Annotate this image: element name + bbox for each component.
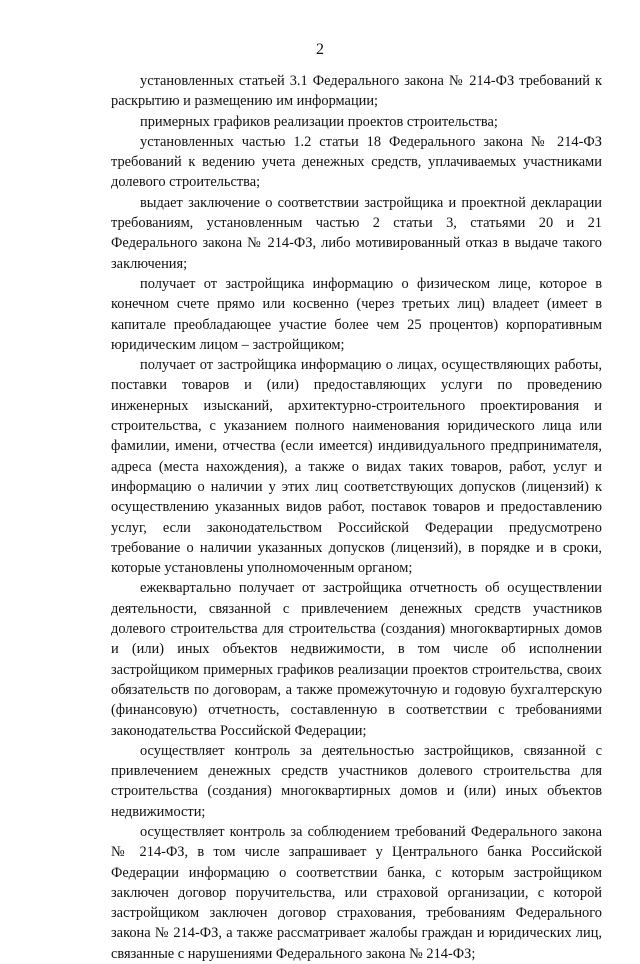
page-number: 2 xyxy=(316,41,324,58)
paragraph-quarterly-reporting: ежеквартально получает от застройщика отчетность об осуществлении деятельности, связанной с привлечением денежных средств участников долевого строительства для строительства (создания) многоквартирных домов и (или) иных объектов недвижимости, в том числе об исполнении застройщиком примерных графиков реализации проектов строительства, своих обязательств по договорам, а также промежуточную и годовую бухгалтерскую (финансовую) отчетность, составленную в соответствии с требованиями законодательства Российской Федерации; xyxy=(111,580,602,739)
paragraph-accounting-requirements: установленных частью 1.2 статьи 18 Федерального закона № 214-ФЗ требований к ведению учета денежных средств, уплачиваемых участниками долевого строительства; xyxy=(111,133,602,191)
paragraph-activity-control: осуществляет контроль за деятельностью застройщиков, связанной с привлечением денежных средств участников долевого строительства для строительства (создания) многоквартирных домов и (или) иных объектов недвижимости; xyxy=(111,742,602,820)
paragraph-contractor-info: получает от застройщика информацию о лицах, осуществляющих работы, поставки товаров и (или) предоставляющих услуги по проведению инженерных изысканий, архитектурно-строительного проектирования и строительства, с указанием полного наименования юридического лица или фамилии, имени, отчества (если имеется) индивидуального предпринимателя, адреса (места нахождения), а также о видах таких товаров, работ, услуг и информацию о наличии у этих лиц соответствующих допусков (лицензий) к осуществлению указанных видов работ, поставок товаров и предоставлению услуг, если законодательством Российской Федерации предусмотрено требование о наличии указанных допусков (лицензий), в порядке и в сроки, которые установлены уполномоченным органом; xyxy=(111,357,602,577)
paragraph-construction-schedules: примерных графиков реализации проектов строительства; xyxy=(140,113,498,130)
paragraph-law-compliance-control: осуществляет контроль за соблюдением требований Федерального закона № 214-ФЗ, в том числе запрашивает у Центрального банка Российской Федерации информацию о соответствии банка, с которым застройщиком заключен договор поручительства, или страховой организации, с которой застройщиком заключен договор страхования, требованиям Федерального закона № 214-ФЗ, а также рассматривает жалобы граждан и юридических лиц, связанные с нарушениями Федерального закона № 214-ФЗ; xyxy=(111,823,602,962)
paragraph-disclosure-requirements: установленных статьей 3.1 Федерального закона № 214-ФЗ требований к раскрытию и размещению им информации; xyxy=(111,73,602,110)
paragraph-beneficial-owner-info: получает от застройщика информацию о физическом лице, которое в конечном счете прямо или косвенно (через третьих лиц) владеет (имеет в капитале преобладающее участие более чем 25 процентов) корпоративным юридическим лицом – застройщиком; xyxy=(111,275,602,353)
document-body xyxy=(111,71,602,964)
paragraph-compliance-conclusion: выдает заключение о соответствии застройщика и проектной декларации требованиям, установленным частью 2 статьи 3, статьями 20 и 21 Федерального закона № 214-ФЗ, либо мотивированный отказ в выдаче такого заключения; xyxy=(111,194,602,272)
